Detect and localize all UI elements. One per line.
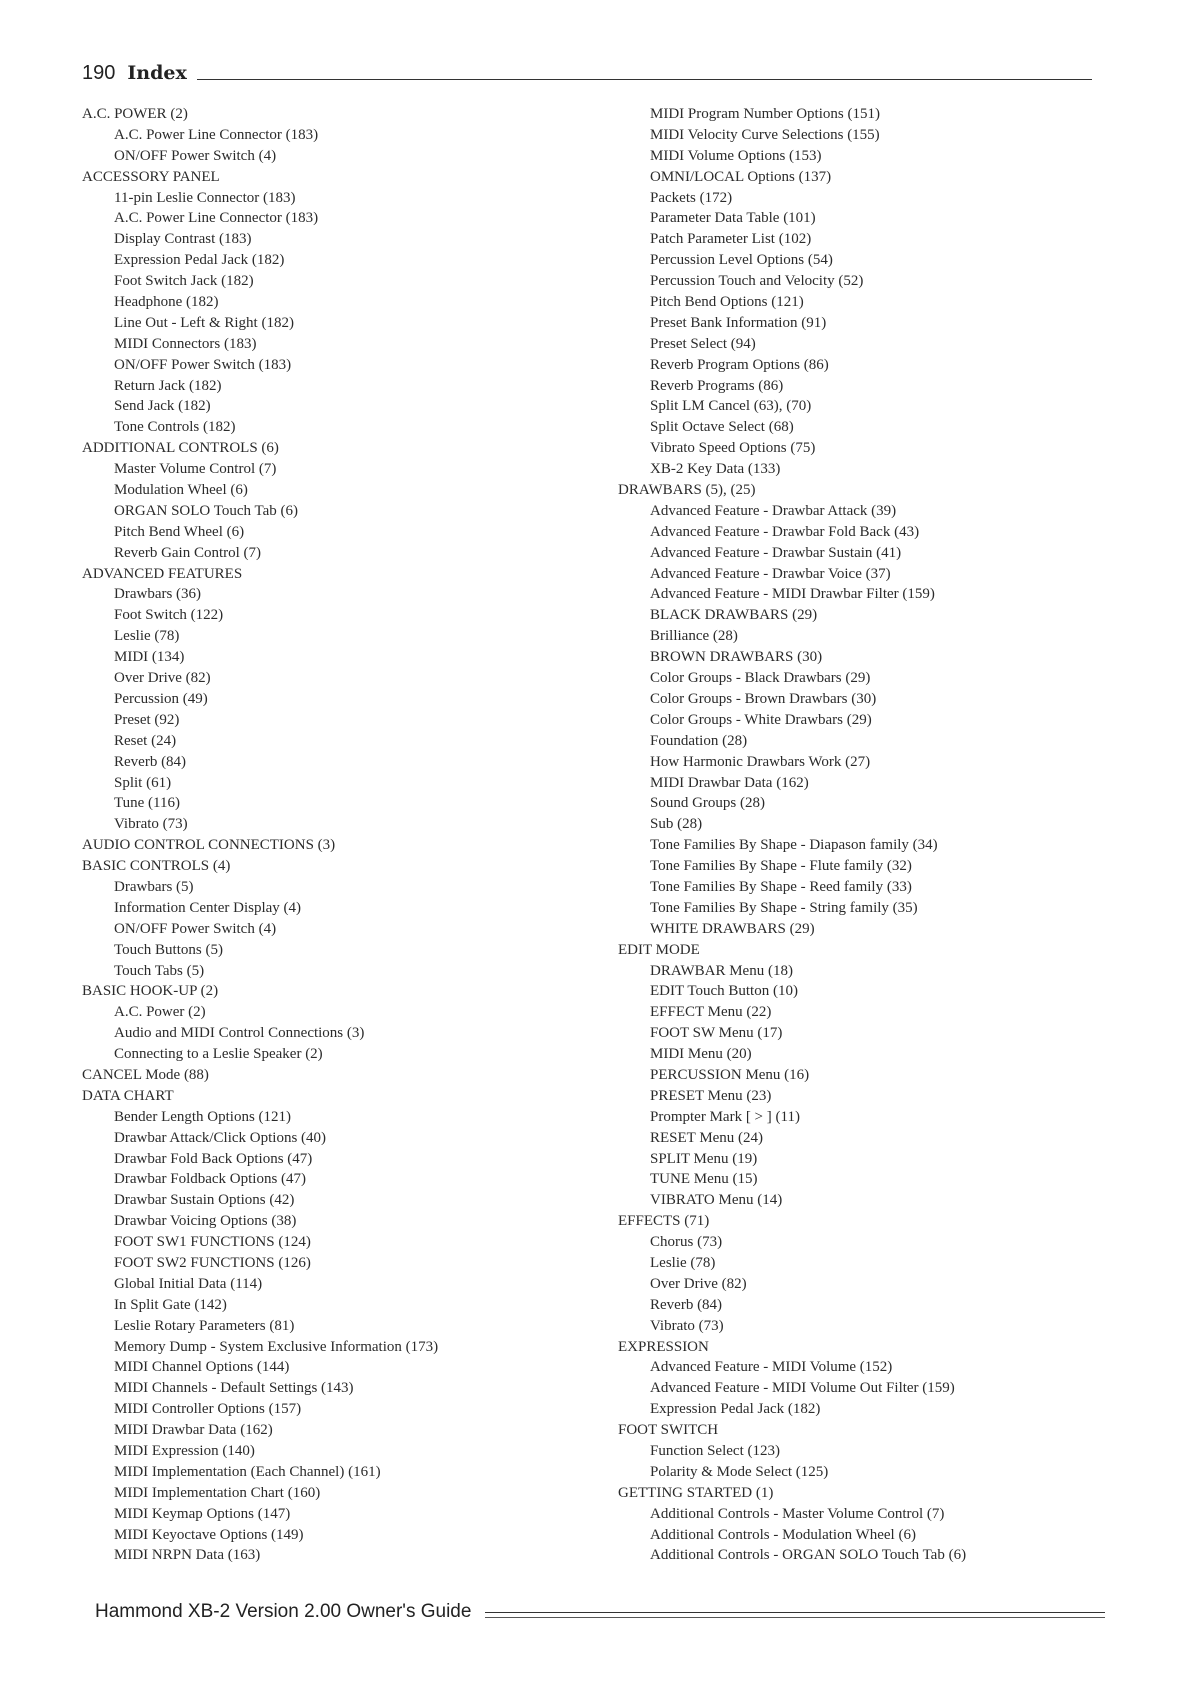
- index-subentry: Vibrato Speed Options (75): [650, 440, 816, 457]
- index-subentry: TUNE Menu (15): [650, 1171, 758, 1188]
- index-subentry: BLACK DRAWBARS (29): [650, 607, 818, 624]
- index-subentry: MIDI Drawbar Data (162): [114, 1422, 273, 1439]
- index-subentry: Sound Groups (28): [650, 795, 765, 812]
- index-subentry: Polarity & Mode Select (125): [650, 1463, 829, 1480]
- index-entry: ACCESSORY PANEL: [82, 168, 220, 185]
- index-subentry: Bender Length Options (121): [114, 1108, 292, 1125]
- index-subentry: Connecting to a Leslie Speaker (2): [114, 1046, 323, 1063]
- index-subentry: Preset Select (94): [650, 335, 756, 352]
- index-subentry: MIDI NRPN Data (163): [114, 1547, 261, 1564]
- index-subentry: MIDI (134): [114, 649, 185, 666]
- index-subentry: Advanced Feature - MIDI Drawbar Filter (159): [650, 586, 935, 603]
- index-subentry: Tone Families By Shape - Flute family (32): [650, 858, 912, 875]
- index-subentry: Advanced Feature - Drawbar Attack (39): [650, 502, 897, 519]
- index-entry: FOOT SWITCH: [618, 1422, 719, 1439]
- index-subentry: Drawbar Foldback Options (47): [114, 1171, 307, 1188]
- index-subentry: Advanced Feature - MIDI Volume Out Filter (159): [650, 1380, 955, 1397]
- index-subentry: Tone Families By Shape - String family (35): [650, 899, 918, 916]
- index-subentry: Additional Controls - Modulation Wheel (6): [650, 1526, 916, 1543]
- index-subentry: Color Groups - Brown Drawbars (30): [650, 690, 877, 707]
- page-number: 190: [82, 62, 116, 84]
- index-subentry: Percussion Touch and Velocity (52): [650, 273, 864, 290]
- index-subentry: Reverb (84): [650, 1296, 723, 1313]
- index-subentry: Reverb Program Options (86): [650, 356, 829, 373]
- index-subentry: Touch Tabs (5): [114, 962, 205, 979]
- index-subentry: Tune (116): [114, 795, 180, 812]
- index-subentry: ON/OFF Power Switch (183): [114, 356, 292, 373]
- index-subentry: SPLIT Menu (19): [650, 1150, 758, 1167]
- index-subentry: Sub (28): [650, 816, 703, 833]
- index-subentry: MIDI Velocity Curve Selections (155): [650, 126, 880, 143]
- index-subentry: Return Jack (182): [114, 377, 222, 394]
- index-entry: DRAWBARS (5), (25): [618, 482, 756, 499]
- index-subentry: MIDI Implementation Chart (160): [114, 1484, 321, 1501]
- index-subentry: Prompter Mark [ > ] (11): [650, 1108, 800, 1125]
- footer-title: Hammond XB-2 Version 2.00 Owner's Guide: [95, 1601, 472, 1622]
- index-subentry: VIBRATO Menu (14): [650, 1192, 783, 1209]
- index-subentry: MIDI Keyoctave Options (149): [114, 1526, 304, 1543]
- index-entry: ADDITIONAL CONTROLS (6): [82, 440, 279, 457]
- index-subentry: Pitch Bend Options (121): [650, 294, 804, 311]
- index-subentry: Memory Dump - System Exclusive Information (173): [114, 1338, 439, 1355]
- index-subentry: Foot Switch Jack (182): [114, 273, 254, 290]
- index-subentry: Advanced Feature - Drawbar Sustain (41): [650, 544, 902, 561]
- index-subentry: Foundation (28): [650, 732, 748, 749]
- header-rule: [197, 79, 1092, 80]
- index-subentry: Over Drive (82): [650, 1275, 747, 1292]
- index-subentry: Line Out - Left & Right (182): [114, 314, 294, 331]
- index-subentry: MIDI Keymap Options (147): [114, 1505, 291, 1522]
- index-subentry: DRAWBAR Menu (18): [650, 962, 793, 979]
- index-subentry: WHITE DRAWBARS (29): [650, 920, 815, 937]
- index-subentry: BROWN DRAWBARS (30): [650, 649, 823, 666]
- index-subentry: Vibrato (73): [650, 1317, 724, 1334]
- index-entry: ADVANCED FEATURES: [82, 565, 243, 582]
- index-subentry: Leslie (78): [114, 628, 180, 645]
- index-subentry: Split (61): [114, 774, 172, 791]
- index-subentry: Display Contrast (183): [114, 231, 252, 248]
- index-subentry: Additional Controls - ORGAN SOLO Touch Tab (6): [650, 1547, 967, 1564]
- index-subentry: Tone Controls (182): [114, 419, 236, 436]
- index-subentry: Advanced Feature - Drawbar Fold Back (43): [650, 523, 920, 540]
- index-subentry: MIDI Connectors (183): [114, 335, 257, 352]
- index-subentry: Over Drive (82): [114, 670, 211, 687]
- index-subentry: FOOT SW1 FUNCTIONS (124): [114, 1234, 311, 1251]
- index-entry: A.C. POWER (2): [82, 106, 188, 122]
- index-entry: BASIC CONTROLS (4): [82, 858, 231, 875]
- index-subentry: Drawbar Voicing Options (38): [114, 1213, 297, 1230]
- index-subentry: Pitch Bend Wheel (6): [114, 523, 245, 540]
- index-subentry: MIDI Implementation (Each Channel) (161): [114, 1463, 381, 1480]
- index-entry: EXPRESSION: [618, 1338, 709, 1355]
- index-subentry: MIDI Channel Options (144): [114, 1359, 290, 1376]
- index-subentry: ON/OFF Power Switch (4): [114, 147, 277, 164]
- index-subentry: Percussion Level Options (54): [650, 252, 833, 269]
- index-subentry: Patch Parameter List (102): [650, 231, 812, 248]
- index-subentry: Touch Buttons (5): [114, 941, 223, 958]
- footer-rule: [485, 1612, 1105, 1618]
- index-subentry: Function Select (123): [650, 1443, 780, 1459]
- index-subentry: Split LM Cancel (63), (70): [650, 398, 812, 415]
- index-subentry: Modulation Wheel (6): [114, 482, 248, 499]
- index-subentry: MIDI Controller Options (157): [114, 1401, 302, 1418]
- index-subentry: Tone Families By Shape - Reed family (33): [650, 878, 912, 895]
- index-subentry: Drawbar Sustain Options (42): [114, 1192, 295, 1209]
- index-subentry: Advanced Feature - MIDI Volume (152): [650, 1359, 893, 1376]
- index-subentry: FOOT SW Menu (17): [650, 1025, 783, 1042]
- index-subentry: Drawbars (36): [114, 586, 202, 603]
- index-entry: AUDIO CONTROL CONNECTIONS (3): [82, 837, 336, 854]
- index-subentry: RESET Menu (24): [650, 1129, 764, 1146]
- index-subentry: Reset (24): [114, 732, 177, 749]
- index-subentry: Expression Pedal Jack (182): [114, 252, 285, 269]
- index-subentry: How Harmonic Drawbars Work (27): [650, 753, 871, 770]
- page-title: Index: [127, 62, 187, 84]
- index-entry: DATA CHART: [82, 1087, 174, 1104]
- index-entry: EFFECTS (71): [618, 1213, 710, 1230]
- index-subentry: A.C. Power Line Connector (183): [114, 126, 319, 143]
- page-header: [82, 54, 1092, 84]
- index-subentry: Preset Bank Information (91): [650, 314, 827, 331]
- index-subentry: 11-pin Leslie Connector (183): [114, 189, 296, 206]
- index-subentry: In Split Gate (142): [114, 1296, 227, 1313]
- index-subentry: Information Center Display (4): [114, 899, 302, 916]
- index-subentry: Tone Families By Shape - Diapason family (34): [650, 837, 938, 854]
- index-subentry: Send Jack (182): [114, 398, 211, 415]
- index-subentry: ORGAN SOLO Touch Tab (6): [114, 502, 298, 519]
- index-subentry: Expression Pedal Jack (182): [650, 1401, 821, 1418]
- index-subentry: MIDI Expression (140): [114, 1443, 255, 1459]
- index-subentry: MIDI Menu (20): [650, 1046, 752, 1063]
- index-column-left: [82, 104, 582, 1566]
- index-subentry: Leslie (78): [650, 1254, 716, 1271]
- index-subentry: Additional Controls - Master Volume Control (7): [650, 1505, 945, 1522]
- index-subentry: EDIT Touch Button (10): [650, 983, 798, 1000]
- index-subentry: Foot Switch (122): [114, 607, 224, 624]
- index-subentry: Global Initial Data (114): [114, 1275, 263, 1292]
- index-entry: CANCEL Mode (88): [82, 1066, 209, 1083]
- index-subentry: Drawbar Attack/Click Options (40): [114, 1129, 327, 1146]
- index-subentry: Reverb Programs (86): [650, 377, 784, 394]
- index-subentry: Leslie Rotary Parameters (81): [114, 1317, 295, 1334]
- index-subentry: XB-2 Key Data (133): [650, 461, 781, 478]
- index-subentry: MIDI Volume Options (153): [650, 147, 822, 164]
- index-subentry: Drawbar Fold Back Options (47): [114, 1150, 313, 1167]
- index-subentry: MIDI Drawbar Data (162): [650, 774, 809, 791]
- index-subentry: Split Octave Select (68): [650, 419, 794, 436]
- index-subentry: Vibrato (73): [114, 816, 188, 833]
- index-subentry: Parameter Data Table (101): [650, 210, 816, 227]
- index-subentry: MIDI Program Number Options (151): [650, 106, 880, 122]
- index-subentry: PRESET Menu (23): [650, 1087, 772, 1104]
- index-subentry: Advanced Feature - Drawbar Voice (37): [650, 565, 891, 582]
- index-entry: GETTING STARTED (1): [618, 1484, 774, 1501]
- index-subentry: Reverb Gain Control (7): [114, 544, 262, 561]
- index-subentry: A.C. Power Line Connector (183): [114, 210, 319, 227]
- index-subentry: EFFECT Menu (22): [650, 1004, 772, 1021]
- index-column-right: [618, 104, 1118, 1566]
- index-subentry: Master Volume Control (7): [114, 461, 277, 478]
- index-subentry: Brilliance (28): [650, 628, 738, 645]
- index-subentry: Audio and MIDI Control Connections (3): [114, 1025, 365, 1042]
- index-subentry: OMNI/LOCAL Options (137): [650, 168, 832, 185]
- index-subentry: Color Groups - Black Drawbars (29): [650, 670, 871, 687]
- index-subentry: A.C. Power (2): [114, 1004, 206, 1021]
- index-subentry: MIDI Channels - Default Settings (143): [114, 1380, 354, 1397]
- index-subentry: Packets (172): [650, 189, 733, 206]
- index-subentry: Color Groups - White Drawbars (29): [650, 711, 872, 728]
- index-subentry: Drawbars (5): [114, 878, 194, 895]
- index-subentry: Headphone (182): [114, 294, 219, 311]
- index-subentry: PERCUSSION Menu (16): [650, 1066, 810, 1083]
- index-subentry: Chorus (73): [650, 1234, 723, 1251]
- index-subentry: Reverb (84): [114, 753, 187, 770]
- index-subentry: ON/OFF Power Switch (4): [114, 920, 277, 937]
- index-entry: EDIT MODE: [618, 941, 700, 958]
- index-subentry: FOOT SW2 FUNCTIONS (126): [114, 1254, 311, 1271]
- index-subentry: Preset (92): [114, 711, 180, 728]
- index-entry: BASIC HOOK-UP (2): [82, 983, 219, 1000]
- page-footer: [95, 1600, 1105, 1624]
- index-subentry: Percussion (49): [114, 690, 208, 707]
